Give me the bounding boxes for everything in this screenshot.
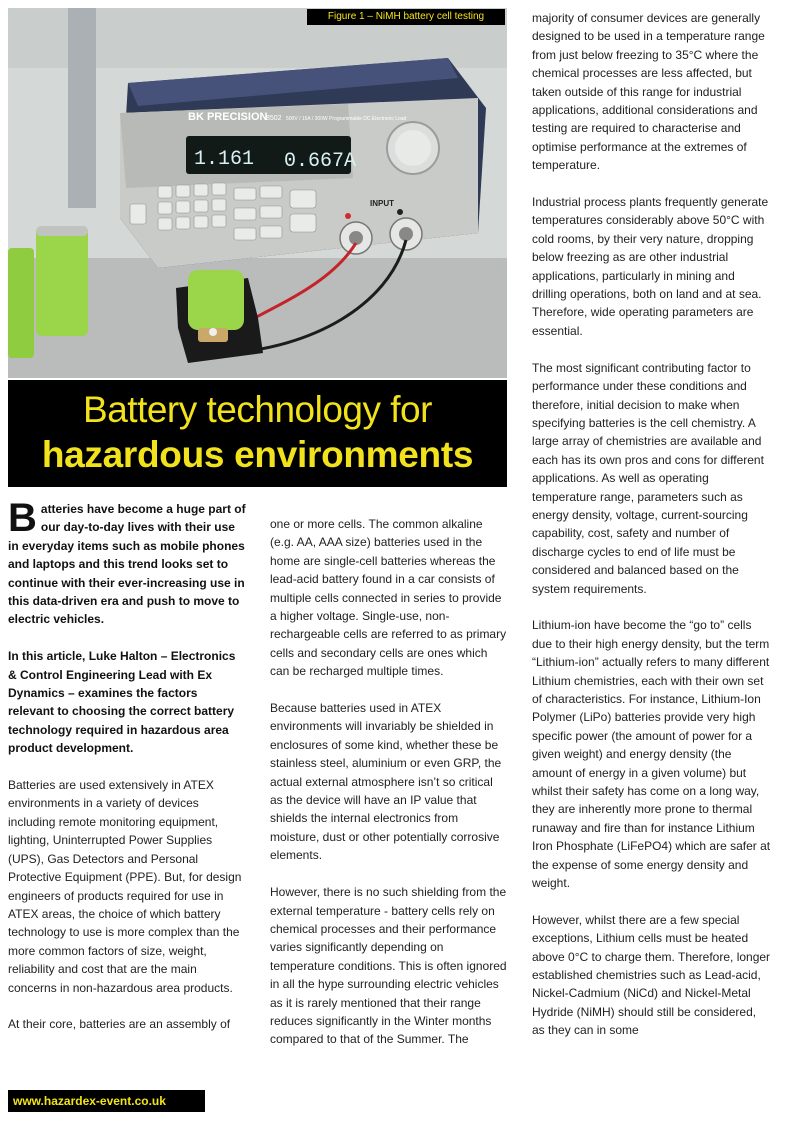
article-column-2 <box>270 515 508 1067</box>
input-label: INPUT <box>370 199 394 208</box>
lead-text: atteries have become a huge part of our day-to-day lives with their use in everyday items such as mobile phones and laptops and this trend looks set to continue with their ever-increasing use in this data-driven era and push to move to electric vehicles. <box>8 502 246 627</box>
figure-caption: Figure 1 – NiMH battery cell testing <box>307 9 505 25</box>
article-title <box>8 380 507 487</box>
electronic-load-illustration <box>8 8 507 378</box>
drop-cap: B <box>8 496 37 540</box>
article-column-3 <box>532 9 772 1058</box>
body-paragraph: Lithium-ion have become the “go to” cells due to their high energy density, but the term “Lithium-ion” actually refers to many different Lithium chemistries, each with their own set of characteristics. For instance, Lithium-Ion Polymer (LiPo) batteries provide very high specific power (the amount of power for a given weight) and energy density (the amount of energy in a given volume) but whilst their safety has come on a long way, they are inherently more prone to thermal runaway and fire than for instance Lithium Iron Phosphate (LiFePO4) which are safer at the expense of some energy density and weight. <box>532 618 771 891</box>
title-line-2: hazardous environments <box>41 434 474 475</box>
body-paragraph: majority of consumer devices are generally designed to be used in a temperature range from just below freezing to 35°C where the chemical processes are less affected, but taken outside of this range for industrial applications, additional considerations and testing are required to characterise and optimise performance at the extremes of temperature. <box>532 11 765 173</box>
body-paragraph: Batteries are used extensively in ATEX environments in a variety of devices including remote monitoring equipment, lighting, Uninterrupted Power Supplies (UPS), Gas Detectors and Personal Protective Equipment (PPE). But, for design engineers of products required for use in ATEX areas, the choice of which battery technology to use is more complex than the more common factors of size, weight, reliability and cost that are the main concerns in non-hazardous area products. <box>8 778 242 995</box>
body-paragraph: The most significant contributing factor to performance under these conditions and therefore, initial decision to make when specifying batteries is the cell chemistry. A large array of chemistries are available and each has its own pros and cons for different applications. As well as operating temperature range, parameters such as energy density, voltage, current-sourcing capability, cost, safety and number of discharge cycles to end of life must be considered and balanced based on the system requirements. <box>532 360 764 596</box>
body-paragraph: one or more cells. The common alkaline (e.g. AA, AAA size) batteries used in the home are single-cell batteries whereas the lead-acid battery found in a car consists of multiple cells connected in series to provide a higher voltage. Single-use, non-rechargeable cells are referred to as primary cells and secondary cells are ones which can be recharged multiple times. <box>270 517 507 679</box>
article-column-1 <box>8 496 246 1052</box>
body-paragraph: At their core, batteries are an assembly of <box>8 1017 231 1032</box>
body-paragraph: However, whilst there are a few special exceptions, Lithium cells must be heated above 0°C to charge them. Therefore, longer established chemistries such as Lead-acid, Nickel-Cadmium (NiCd) and Nickel-Metal Hydride (NiMH) should still be considered, as they can in some <box>532 912 771 1038</box>
website-link[interactable]: www.hazardex-event.co.uk <box>8 1090 205 1112</box>
device-brand: BK PRECISION <box>188 111 268 123</box>
body-paragraph: Because batteries used in ATEX environments will invariably be shielded in enclosures of some kind, whether these be stainless steel, aluminium or even GRP, the actual external atmosphere isn’t so critical as the device will have an IP value that shields the internal electronics from moisture, dust or other potentially corrosive elements. <box>270 701 502 863</box>
body-paragraph: However, there is no such shielding from the external temperature - battery cells rely on chemical processes and their performance varies significantly depending on temperature conditions. This is often ignored in all the hype surrounding electric vehicles as it is rarely mentioned that their range reduces significantly in the Winter months compared to that of the Summer. The <box>270 885 507 1047</box>
intro-paragraph: In this article, Luke Halton – Electronics & Control Engineering Lead with Ex Dynamics – examines the factors relevant to choosing the correct battery technology required in hazardous area product development. <box>8 649 236 756</box>
voltage-readout: 1.161 <box>194 148 255 171</box>
device-model: 8502 <box>266 115 282 122</box>
title-line-1: Battery technology for <box>83 389 432 430</box>
body-paragraph: Industrial process plants frequently generate temperatures considerably above 50°C with cold rooms, by their very nature, dropping below freezing as are other industrial applications, particularly in mining and drilling operations, both on land and at sea. Therefore, wide operating parameters are essential. <box>532 195 769 338</box>
figure-photo <box>8 8 507 378</box>
current-readout: 0.667A <box>284 150 357 173</box>
device-description: 500V / 15A / 300W Programmable DC Electronic Load <box>286 116 407 122</box>
lead-paragraph <box>8 496 246 629</box>
